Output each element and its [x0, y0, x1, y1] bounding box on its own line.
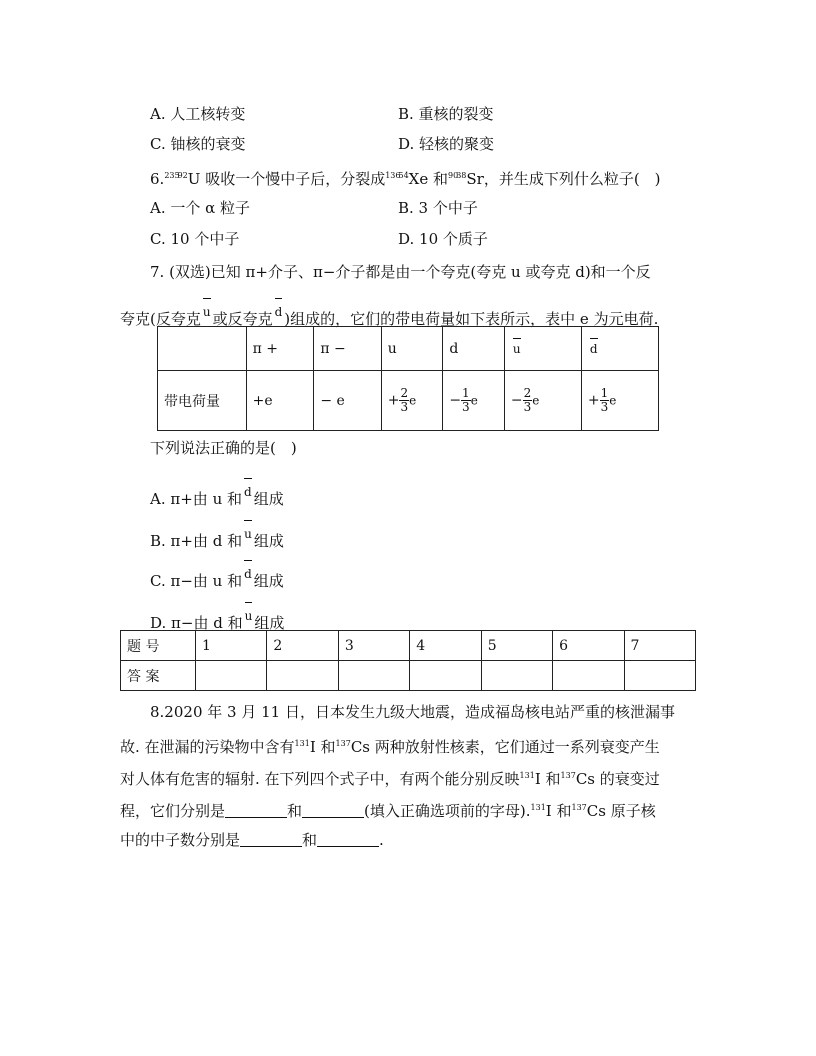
answer-table-label-answer: 答 案 — [121, 661, 196, 691]
q7-option-c: C. π−由 u 和 d 组成 — [150, 564, 284, 591]
header-pi-minus: π − — [314, 327, 381, 371]
q8-line3: 对人体有危害的辐射. 在下列四个式子中，有两个能分别反映$^{131}$I 和$^{137}$Cs 的衰变过 — [120, 770, 660, 788]
answer-number-1: 1 — [196, 631, 267, 661]
answer-cell-1[interactable] — [196, 661, 267, 691]
answer-number-4: 4 — [410, 631, 481, 661]
q6-option-c: C. 10 个中子 — [150, 230, 240, 248]
q7-option-b: B. π+由 d 和 u 组成 — [150, 524, 284, 551]
answer-number-5: 5 — [481, 631, 552, 661]
q7-option-a: A. π+由 u 和 d 组成 — [150, 482, 284, 509]
header-dbar: d — [581, 327, 658, 371]
answer-cell-5[interactable] — [481, 661, 552, 691]
answer-cell-6[interactable] — [553, 661, 624, 691]
charge-pi-plus: +e — [246, 371, 314, 431]
ubar-symbol: u — [201, 302, 213, 322]
blank-1[interactable] — [225, 803, 287, 818]
q6-stem: 6.$^{23592}$U 吸收一个慢中子后，分裂成$^{13654}$Xe 和$^{9038}$Sr，并生成下列什么粒子( ) — [150, 170, 661, 188]
answer-cell-4[interactable] — [410, 661, 481, 691]
blank-3[interactable] — [240, 832, 302, 847]
answer-number-3: 3 — [338, 631, 409, 661]
q8-line5: 中的中子数分别是 和 . — [120, 831, 384, 849]
q5-option-b: B. 重核的裂变 — [398, 105, 494, 123]
header-pi-plus: π + — [246, 327, 314, 371]
q7-stem-line1: 7. (双选)已知 π+介子、π−介子都是由一个夸克(夸克 u 或夸克 d)和一个反 — [150, 263, 651, 281]
header-d: d — [443, 327, 505, 371]
answer-table-label-number: 题 号 — [121, 631, 196, 661]
answer-number-2: 2 — [267, 631, 338, 661]
q6-option-a: A. 一个 α 粒子 — [150, 199, 251, 217]
answer-cell-7[interactable] — [624, 661, 695, 691]
q7-option-d: D. π−由 d 和 u 组成 — [150, 606, 284, 633]
dbar-symbol: d — [273, 302, 285, 322]
charge-dbar: + $\frac{1}{3}$ e — [581, 371, 658, 431]
charge-table — [157, 326, 659, 431]
q5-option-a: A. 人工核转变 — [150, 105, 246, 123]
blank-2[interactable] — [302, 803, 364, 818]
row-label: 带电荷量 — [158, 371, 247, 431]
q6-option-d: D. 10 个质子 — [398, 230, 488, 248]
q8-line1: 8.2020 年 3 月 11 日，日本发生九级大地震，造成福岛核电站严重的核泄漏事 — [150, 703, 675, 721]
header-empty — [158, 327, 247, 371]
q5-option-d: D. 轻核的聚变 — [398, 135, 495, 153]
answer-table — [120, 630, 696, 691]
q8-line4: 程，它们分别是 和 (填入正确选项前的字母).$^{131}$I 和$^{137}$Cs 原子核 — [120, 802, 656, 820]
q7-stem-line2: 夸克(反夸克 u 或反夸克 d )组成的，它们的带电荷量如下表所示，表中 e 为元电荷. — [120, 302, 658, 329]
blank-4[interactable] — [317, 832, 379, 847]
q8-line2: 故. 在泄漏的污染物中含有$^{131}$I 和$^{137}$Cs 两种放射性核素，它们通过一系列衰变产生 — [120, 738, 660, 756]
answer-cell-2[interactable] — [267, 661, 338, 691]
q5-option-c: C. 铀核的衰变 — [150, 135, 246, 153]
charge-ubar: − $\frac{2}{3}$ e — [504, 371, 581, 431]
header-ubar: u — [504, 327, 581, 371]
charge-pi-minus: − e — [314, 371, 381, 431]
charge-u: + $\frac{2}{3}$ e — [381, 371, 443, 431]
answer-cell-3[interactable] — [338, 661, 409, 691]
answer-number-7: 7 — [624, 631, 695, 661]
q6-option-b: B. 3 个中子 — [398, 199, 478, 217]
charge-d: − $\frac{1}{3}$ e — [443, 371, 505, 431]
q7-question: 下列说法正确的是( ) — [150, 439, 297, 457]
header-u: u — [381, 327, 443, 371]
answer-number-6: 6 — [553, 631, 624, 661]
